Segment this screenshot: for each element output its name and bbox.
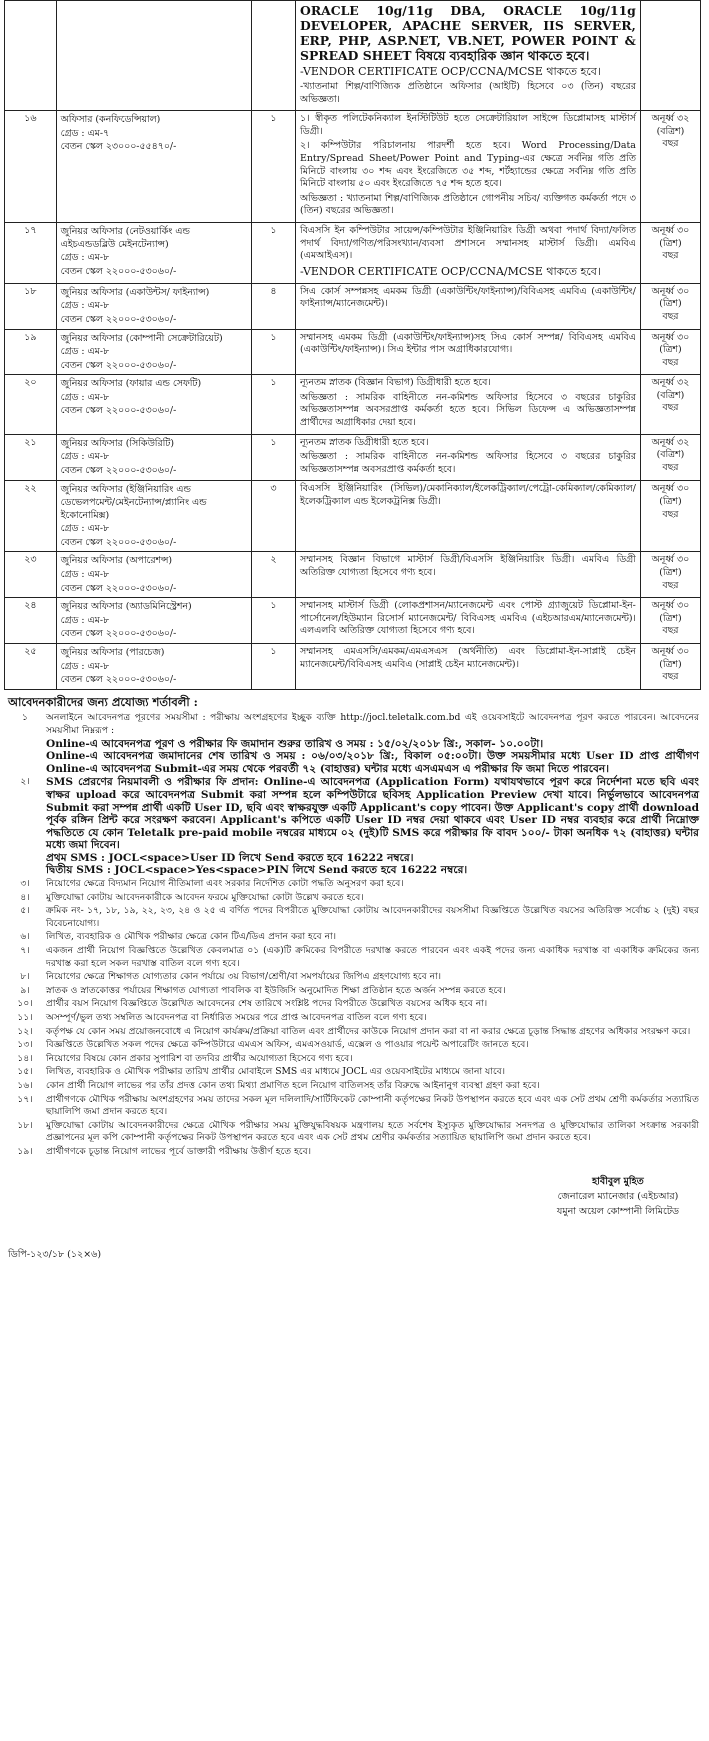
term-number: ৮। [20, 971, 30, 983]
age-limit-cell [640, 375, 700, 434]
vacancy-count-cell: ৪ [251, 283, 295, 329]
age-limit-cell [640, 481, 700, 552]
term-text [46, 931, 705, 944]
term-paragraph: বিজ্ঞপ্তিতে উল্লেখিত সকল পদের ক্ষেত্রে কম্পিউটারে এমএস অফিস, এমএসওয়ার্ড, এক্সেল ও পাওয়ার পয়েন্ট অপারেটিং জানতে হবে। [46, 1039, 529, 1051]
term-paragraph: নিয়োগের ক্ষেত্রে বিদ্যমান নিয়োগ নীতিমালা এবং সরকার নির্দেশিত কোটা পদ্ধতি অনুসরণ করা হবে। [46, 878, 404, 890]
qualification-text: সিএ কোর্স সম্পন্নসহ এমকম ডিগ্রী (একাউন্টিং/ফাইন্যান্স)/বিবিএসহ এমবিএ (একাউন্টিং/ফাইন্যান্স/ম্যানেজমেন্ট)। [300, 285, 636, 310]
age-limit-text: অনূর্ধ্ব ৩২ [651, 436, 690, 448]
post-title: জুনিয়র অফিসার (নেটওয়ার্কিং এন্ড এইচএন্ডডব্লিউ মেইনটেন্যান্স) [60, 225, 190, 250]
term-item [4, 1094, 705, 1119]
post-detail: গ্রেড : এম-৮ [60, 346, 110, 358]
term-text [46, 945, 705, 970]
term-item [4, 1039, 705, 1052]
post-title: জুনিয়র অফিসার (পারচেজ) [60, 646, 165, 658]
post-cell [56, 1, 251, 111]
qualification-text: ন্যূনতম স্নাতক (বিজ্ঞান বিভাগ) ডিগ্রীধারী হতে হবে। [300, 377, 491, 389]
term-item [4, 1066, 705, 1079]
term-paragraph: লিখিত, ব্যবহারিক ও মৌখিক পরীক্ষার তারিখ প্রার্থীর মোবাইলে SMS এর মাধ্যমে JOCL এর ওয়েবসাইটের মাধ্যমে জানা যাবে। [46, 1066, 506, 1078]
term-text [46, 878, 705, 891]
age-limit-text: বছর [662, 508, 679, 520]
age-limit-cell [640, 552, 700, 598]
qualification-text: অভিজ্ঞতা : সামরিক বাহিনীতে নন-কমিশন্ড অফিসার হিসেবে ৩ বছরের চাকুরির অভিজ্ঞতাসম্পন্ন অবসরপ্রাপ্ত কর্মকর্তা হতে হবে। সিভিল ডিফেন্স এ অভিজ্ঞতাসম্পন্ন প্রার্থীদের অগ্রাধিকার দেয়া হবে। [300, 391, 636, 429]
post-cell [56, 434, 251, 481]
footer [4, 1160, 705, 1270]
serial-cell: ২৫ [5, 643, 57, 689]
qualification-text: -VENDOR CERTIFICATE OCP/CCNA/MCSE থাকতে হবে। [300, 264, 601, 278]
term-number: ১৬। [17, 1079, 33, 1091]
term-paragraph: প্রার্থীর বয়স নিয়োগ বিজ্ঞপ্তিতে উল্লেখিত আবেদনের শেষ তারিখে সংশ্লিষ্ট পদের বিপরীতে উল্লেখিত বয়সের অধিক হবে না। [46, 998, 488, 1010]
age-limit-text: অনূর্ধ্ব ৩০ [651, 554, 690, 566]
table-row [5, 643, 701, 689]
serial-cell: ২৩ [5, 552, 57, 598]
age-limit-text: অনূর্ধ্ব ৩০ [651, 331, 690, 343]
terms-title: আবেদনকারীদের জন্য প্রযোজ্য শর্তাবলী : [8, 694, 198, 709]
age-limit-text: বছর [662, 310, 679, 322]
vacancy-count-cell: ৩ [251, 481, 295, 552]
term-paragraph: Online-এ আবেদনপত্র জমাদানের শেষ তারিখ ও সময় : ০৬/০৩/২০১৮ খ্রি:, বিকাল ০৫:০০টা। উক্ত সময়সীমার মধ্যে User ID প্রাপ্ত প্রার্থীগণ Online-এ আবেদনপত্র Submit-এর সময় থেকে পরবর্তী ৭২ (বাহাত্তর) ঘন্টার মধ্যে এসএমএস এ পরীক্ষার ফি জমা দিতে পারবেন। [46, 750, 699, 775]
term-paragraph: কর্তৃপক্ষ যে কোন সময় প্রয়োজনবোধে এ নিয়োগ কার্যক্রম/প্রক্রিয়া বাতিল এবং প্রার্থীদের কাউকে নিয়োগ প্রদান করা বা না করার ক্ষেত্রে চূড়ান্ত সিদ্ধান্ত গ্রহণের অধিকার সংরক্ষণ করে। [46, 1025, 691, 1037]
post-cell [56, 375, 251, 434]
term-item [4, 1026, 705, 1039]
term-text [46, 776, 705, 877]
table-row [5, 329, 701, 375]
ad-code: ডিপি-১২৩/১৮ (১২×৬) [8, 1248, 102, 1260]
post-title: জুনিয়র অফিসার (অ্যাডমিনিস্ট্রেশন) [60, 601, 192, 613]
vacancy-count-cell: ১ [251, 643, 295, 689]
table-row [5, 283, 701, 329]
term-item [4, 878, 705, 891]
qualification-cell [296, 643, 641, 689]
post-cell [56, 329, 251, 375]
qualification-cell [296, 598, 641, 644]
table-row [5, 552, 701, 598]
terms-list [4, 712, 705, 1158]
post-detail: গ্রেড : এম-৮ [60, 300, 110, 312]
serial-cell: ১৭ [5, 222, 57, 283]
qualification-text: সম্মানসহ মাস্টার্স ডিগ্রী (লোকপ্রশাসন/ম্যানেজমেন্ট এবং পোস্ট গ্র্যাজুয়েট ডিপ্লোমা-ইন-পার্সোনেল/হিউম্যান রিসোর্স ম্যানেজমেন্ট/ বিবিএসহ এমবিএ (এইচআরএম/ম্যানেজমেন্ট)। এলএলবি অতিরিক্ত যোগ্যতা হিসেবে গণ্য হবে। [300, 600, 636, 637]
table-row [5, 375, 701, 434]
serial-cell: ১৬ [5, 111, 57, 223]
age-limit-text: (ত্রিশ) [659, 344, 682, 356]
age-limit-text: (বত্রিশ) [656, 389, 685, 401]
term-text [46, 985, 705, 998]
post-detail: বেতন স্কেল ২২০০০-৫৩০৬০/- [60, 464, 177, 476]
qualification-text: অভিজ্ঞতা : সামরিক বাহিনীতে নন-কমিশন্ড অফিসার হিসেবে ৩ বছরের চাকুরির অভিজ্ঞতাসম্পন্ন অবসরপ্রাপ্ত কর্মকর্তা হবে। [300, 451, 636, 475]
post-detail: গ্রেড : এম-৮ [60, 569, 110, 580]
serial-cell: ১৮ [5, 283, 57, 329]
post-title: জুনিয়র অফিসার (ফায়ার এন্ড সেফটি) [60, 378, 202, 390]
age-limit-text: অনূর্ধ্ব ৩০ [651, 645, 690, 657]
term-number: ১৪। [17, 1052, 33, 1064]
term-text [46, 1094, 705, 1119]
table-row [5, 481, 701, 552]
qualification-text: বিএসসি ইন কম্পিউটার সায়েন্স/কম্পিউটার ইঞ্জিনিয়ারিং ডিগ্রী অথবা পদার্থ বিদ্যা/ফলিত পদার্থ বিদ্যা/গণিত/পরিসংখ্যান/ব্যবসা প্রশাসনে সম্মানসহ মাস্টার্স ডিগ্রী। এমবিএ (এমআইএস)। [300, 224, 636, 262]
vacancy-count-cell: ১ [251, 329, 295, 375]
age-limit-text: অনূর্ধ্ব ৩২ [651, 377, 690, 389]
age-limit-cell [640, 598, 700, 644]
age-limit-text: বছর [662, 138, 679, 150]
term-text [46, 1012, 705, 1025]
age-limit-text: (ত্রিশ) [659, 612, 682, 624]
qualification-text: -VENDOR CERTIFICATE OCP/CCNA/MCSE থাকতে হবে। [300, 65, 601, 78]
term-number: ৬। [20, 931, 30, 943]
qualification-text: -খ্যাতনামা শিল্প/বাণিজ্যিক প্রতিষ্ঠানে অফিসার (আইটি) হিসেবে ০৩ (তিন) বছরের অভিজ্ঞতা। [300, 81, 636, 105]
age-limit-text: বছর [662, 625, 679, 637]
table-row [5, 111, 701, 223]
post-cell [56, 481, 251, 552]
signatory-name: হাবীবুল মুহিত [592, 1175, 644, 1187]
term-number: ১৭। [17, 1093, 33, 1105]
advertisement-page [4, 0, 705, 1270]
post-detail: গ্রেড : এম-৮ [60, 523, 110, 535]
post-detail: বেতন স্কেল ২২০০০-৫৩০৬০/- [60, 359, 177, 371]
term-paragraph: কোন প্রার্থী নিয়োগ লাভের পর তাঁর প্রদত্ত কোন তথ্য মিথ্যা প্রমাণিত হলে নিয়োগ বাতিলসহ তাঁর বিরুদ্ধে আইনানুগ ব্যবস্থা গ্রহণ করা হবে। [46, 1079, 540, 1091]
term-text [46, 1066, 705, 1079]
term-paragraph: স্নাতক ও স্নাতকোত্তর পর্যায়ের শিক্ষাগত যোগ্যতা পাবলিক বা ইউজিসি অনুমোদিত শিক্ষা প্রতিষ্ঠান হতে অর্জন সম্পন্ন করতে হবে। [46, 984, 506, 996]
age-limit-text: বছর [662, 250, 679, 262]
qualification-text: সম্মানসহ এমএসসি/এমকম/এমএসএস (অর্থনীতি) এবং ডিপ্লোমা-ইন-সাপ্লাই চেইন ম্যানেজমেন্ট/বিবিএসহ এমবিএ (সাপ্লাই চেইন ম্যানেজমেন্ট)। [300, 645, 636, 670]
term-text [46, 1039, 705, 1052]
age-limit-text: (বত্রিশ) [656, 125, 685, 137]
age-limit-text: অনূর্ধ্ব ৩০ [651, 285, 690, 297]
post-detail: বেতন স্কেল ২২০০০-৫৩০৬০/- [60, 313, 177, 325]
term-item [4, 1146, 705, 1159]
post-title: জুনিয়র অফিসার (অপারেশন্স) [60, 555, 173, 567]
qualification-cell [296, 1, 641, 111]
term-paragraph: লিখিত, ব্যবহারিক ও মৌখিক পরীক্ষার ক্ষেত্রে কোন টিএ/ডিএ প্রদান করা হবে না। [46, 931, 337, 943]
term-item [4, 998, 705, 1011]
terms-section [4, 696, 705, 1159]
post-title: জুনিয়র অফিসার (কোম্পানী সেক্রেটারিয়েট) [60, 332, 223, 344]
table-row [5, 598, 701, 644]
term-item [4, 905, 705, 930]
qualification-text: ন্যূনতম স্নাতক ডিগ্রীধারী হতে হবে। [300, 436, 429, 448]
term-number: ৭। [20, 945, 30, 957]
qualification-cell [296, 434, 641, 481]
vacancy-count-cell [251, 1, 295, 111]
age-limit-cell [640, 434, 700, 481]
age-limit-text: অনূর্ধ্ব ৩০ [651, 483, 690, 495]
age-limit-cell [640, 283, 700, 329]
qualification-text: ১। স্বীকৃত পলিটেকনিক্যাল ইনস্টিটিউট হতে সেক্রেটারিয়াল সাইন্সে ডিপ্লোমাসহ মাস্টার্স ডিগ্রী। [300, 113, 636, 137]
age-limit-cell [640, 643, 700, 689]
age-limit-text: (ত্রিশ) [659, 237, 682, 249]
serial-cell: ২০ [5, 375, 57, 434]
post-title: অফিসার (কনফিডেন্সিয়াল) [60, 114, 161, 126]
qualification-text: ORACLE 10g/11g DBA, ORACLE 10g/11g DEVELOPER, APACHE SERVER, IIS SERVER, ERP, PHP, ASP.NET, VB.NET, POWER POINT & SPREAD SHEET বিষয়ে ব্যবহারিক জ্ঞান থাকতে হবে। [300, 3, 636, 63]
post-cell [56, 111, 251, 223]
post-detail: বেতন স্কেল ২২০০০-৫৩০৬০/- [60, 628, 177, 640]
post-detail: বেতন স্কেল ২২০০০-৫৩০৬০/- [60, 674, 177, 686]
term-item [4, 1080, 705, 1093]
term-text [46, 1120, 705, 1145]
term-paragraph: মুক্তিযোদ্ধা কোটায় আবেদনকারীকে আবেদন ফরমে মুক্তিযোদ্ধা কোটা উল্লেখ করতে হবে। [46, 891, 364, 903]
serial-cell: ২৪ [5, 598, 57, 644]
qualification-cell [296, 552, 641, 598]
term-paragraph: SMS প্রেরণের নিয়মাবলী ও পরীক্ষার ফি প্রদান: Online-এ আবেদনপত্র (Application Form) যথাযথভাবে পূরণ করে নির্দেশনা মতে ছবি এবং স্বাক্ষর upload করে আবেদনপত্র Submit করা সম্পন্ন হলে কম্পিউটারে ছবিসহ Application Preview দেখা যাবে। নির্ভুলভাবে আবেদনপত্র Submit করা সম্পন্ন প্রার্থী একটি User ID, ছবি এবং স্বাক্ষরযুক্ত একটি Applicant's copy পাবেন। উক্ত Applicant's copy প্রার্থী download পূর্বক রঙ্গিন প্রিন্ট করে সংরক্ষণ করবেন। Applicant's কপিতে একটি User ID নম্বর দেয়া থাকবে এবং User ID নম্বর ব্যবহার করে প্রার্থী নিম্নোক্ত পদ্ধতিতে যে কোন Teletalk pre-paid mobile নম্বরের মাধ্যমে ০২ (দুই)টি SMS করে পরীক্ষার ফি বাবদ ১০০/- টাকা অনধিক ৭২ (বাহাত্তর) ঘন্টার মধ্যে জমা দিবেন। [46, 776, 699, 852]
post-detail: গ্রেড : এম-৮ [60, 451, 110, 463]
term-text [46, 1026, 705, 1039]
age-limit-text: বছর [662, 461, 679, 473]
term-text [46, 998, 705, 1011]
serial-cell: ২১ [5, 434, 57, 481]
post-title: জুনিয়র অফিসার (ইঞ্জিনিয়ারিং এন্ড ডেভেলপমেন্ট/মেইনটেন্যান্স/প্ল্যানিং এন্ড ইকোনোমিক্স) [60, 484, 207, 521]
term-item [4, 945, 705, 970]
serial-cell: ১৯ [5, 329, 57, 375]
age-limit-text: অনূর্ধ্ব ৩০ [651, 224, 690, 236]
qualification-cell [296, 481, 641, 552]
post-detail: বেতন স্কেল ২৩০০০-৫৫৪৭০/- [60, 141, 177, 153]
term-text [46, 892, 705, 905]
age-limit-text: বছর [662, 356, 679, 368]
post-title: জুনিয়র অফিসার (সিকিউরিটি) [60, 437, 175, 449]
post-detail: গ্রেড : এম-৮ [60, 660, 110, 672]
term-paragraph: প্রার্থীগণকে চূড়ান্ত নিয়োগ লাভের পূর্বে ডাক্তারী পরীক্ষায় উত্তীর্ণ হতে হবে। [46, 1145, 312, 1157]
term-number: ১০। [17, 998, 33, 1010]
table-row [5, 1, 701, 111]
term-item [4, 712, 705, 775]
post-cell [56, 283, 251, 329]
term-paragraph: দ্বিতীয় SMS : JOCL<space>Yes<space>PIN লিখে Send করতে হবে 16222 নম্বরে। [46, 864, 468, 877]
term-text [46, 1080, 705, 1093]
term-number: ১৫। [17, 1066, 33, 1078]
term-paragraph: প্রথম SMS : JOCL<space>User ID লিখে Send করতে হবে 16222 নম্বরে। [46, 851, 414, 864]
company-name: যমুনা অয়েল কোম্পানী লিমিটেড [556, 1205, 679, 1217]
term-number: ৫। [20, 905, 30, 917]
qualification-cell [296, 329, 641, 375]
age-limit-text: বছর [662, 579, 679, 591]
term-number: ৩। [20, 878, 30, 890]
post-detail: বেতন স্কেল ২২০০০-৫৩০৬০/- [60, 536, 177, 548]
qualification-cell [296, 375, 641, 434]
post-cell [56, 552, 251, 598]
age-limit-cell [640, 222, 700, 283]
serial-cell: ২২ [5, 481, 57, 552]
qualification-text: সম্মানসহ এমকম ডিগ্রী (একাউন্টিং/ফাইন্যান্স)সহ সিএ কোর্স সম্পন্ন/ বিবিএসহ এমবিএ (একাউন্টিং/ফাইন্যান্স)। সিএ ইন্টার পাস অগ্রাধিকারযোগ্য। [300, 331, 636, 356]
age-limit-cell [640, 329, 700, 375]
signatory-designation: জেনারেল ম্যানেজার (এইচআর) [557, 1190, 679, 1202]
post-detail: বেতন স্কেল ২২০০০-৫৩০৬০/- [60, 265, 177, 277]
term-text [46, 712, 705, 775]
post-detail: গ্রেড : এম-৮ [60, 614, 110, 626]
qualification-cell [296, 111, 641, 223]
term-item [4, 1053, 705, 1066]
vacancy-count-cell: ২ [251, 552, 295, 598]
vacancy-count-cell: ১ [251, 111, 295, 223]
term-paragraph: অনলাইনে আবেদনপত্র পূরণের সময়সীমা : পরীক্ষায় অংশগ্রহণের ইচ্ছুক ব্যক্তি http://jocl.teletalk.com.bd এই ওয়েবসাইটে আবেদনপত্র পূরণ করতে পারবেন। আবেদনের সময়সীমা নিম্নরূপ : [46, 712, 699, 736]
term-paragraph: Online-এ আবেদনপত্র পূরণ ও পরীক্ষার ফি জমাদান শুরুর তারিখ ও সময় : ১৫/০২/২০১৮ খ্রি:, সকাল- ১০.০০টা। [46, 737, 544, 750]
term-item [4, 892, 705, 905]
term-paragraph: অসম্পূর্ণ/ভুল তথ্য সম্বলিত আবেদনপত্র বা নির্ধারিত সময়ের পরে প্রাপ্ত আবেদনপত্র বাতিল বলে গণ্য হবে। [46, 1012, 427, 1023]
term-item [4, 1120, 705, 1145]
qualification-text: ২। কম্পিউটার পরিচালনায় পারদর্শী হতে হবে। Word Processing/Data Entry/Spread Sheet/Power Point and Typing-এর ক্ষেত্রে সর্বনিম্ন গতি প্রতি মিনিটে বাংলায় ৩০ শব্দ এবং ইংরেজিতে ৩৫ শব্দ, শর্টহ্যান্ডের ক্ষেত্রে সর্বনিম্ন গতি প্রতি মিনিটে বাংলায় ৫০ এবং ইংরেজিতে ৭৫ শব্দ হতে হবে। [300, 140, 636, 190]
term-paragraph: নিয়োগের ক্ষেত্রে শিক্ষাগত যোগ্যতার কোন পর্যায়ে ৩য় বিভাগ/শ্রেণী/বা সমপর্যায়ের জিপিএ গ্রহণযোগ্য হবে না। [46, 971, 442, 983]
term-number: ১১। [17, 1012, 33, 1023]
age-limit-text: (ত্রিশ) [659, 496, 682, 508]
qualification-text: সম্মানসহ বিজ্ঞান বিভাগে মাস্টার্স ডিগ্রী/বিএসসি ইঞ্জিনিয়ারিং ডিগ্রী। এমবিএ ডিগ্রী অতিরিক্ত যোগ্যতা হিসেবে গণ্য হবে। [300, 554, 636, 578]
vacancy-count-cell: ১ [251, 222, 295, 283]
post-cell [56, 643, 251, 689]
age-limit-text: বছর [662, 671, 679, 683]
term-number: ৯। [20, 984, 30, 996]
term-item [4, 985, 705, 998]
post-detail: গ্রেড : এম-৭ [60, 127, 110, 139]
post-title: জুনিয়র অফিসার (একাউন্টস/ ফাইন্যান্স) [60, 286, 210, 298]
post-detail: বেতন স্কেল ২২০০০-৫৩০৬০/- [60, 405, 177, 417]
age-limit-text: অনূর্ধ্ব ৩২ [651, 113, 690, 125]
age-limit-cell [640, 1, 700, 111]
vacancy-count-cell: ১ [251, 375, 295, 434]
term-paragraph: প্রার্থীগণকে মৌখিক পরীক্ষায় অংশগ্রহণের সময় তাদের সকল মূল দলিলাদি/সার্টিফিকেট কোম্পানী কর্তৃপক্ষের নিকট উপস্থাপন করতে হবে এবং এক সেট প্রথম শ্রেণী কর্মকর্তার সত্যায়িত ছায়ালিপি জমা প্রদান করতে হবে। [46, 1093, 699, 1118]
term-text [46, 905, 705, 930]
age-limit-text: বছর [662, 402, 679, 414]
post-cell [56, 222, 251, 283]
vacancy-count-cell: ১ [251, 598, 295, 644]
age-limit-text: (ত্রিশ) [659, 567, 682, 578]
age-limit-cell [640, 111, 700, 223]
job-table [4, 0, 701, 690]
term-paragraph: নিয়োগের বিষয়ে কোন প্রকার সুপারিশ বা তদবির প্রার্থীর অযোগ্যতা হিসেবে গণ্য হবে। [46, 1052, 353, 1064]
age-limit-text: (বত্রিশ) [656, 449, 685, 461]
signature-block [557, 1174, 679, 1219]
age-limit-text: অনূর্ধ্ব ৩০ [651, 600, 690, 612]
term-paragraph: একজন প্রার্থী নিয়োগ বিজ্ঞপ্তিতে উল্লেখিত কেবলমাত্র ০১ (এক)টি ক্রমিকের বিপরীতে দরখাস্ত করতে পারবেন এবং একই পদের জন্য একাধিক দরখাস্ত বা একাধিক ক্রমিকের জন্য দরখাস্ত করা হলে সকল দরখাস্ত বাতিল বলে গণ্য হবে। [46, 945, 699, 969]
qualification-text: অভিজ্ঞতা : খ্যাতনামা শিল্প/বাণিজ্যিক প্রতিষ্ঠানে গোপনীয় সচিব/ ব্যক্তিগত কর্মকর্তা পদে ৩ (তিন) বছরের অভিজ্ঞতা। [300, 192, 636, 217]
post-cell [56, 598, 251, 644]
term-number: ৪। [20, 891, 30, 903]
post-detail: গ্রেড : এম-৮ [60, 391, 110, 403]
term-paragraph: ক্রমিক নং- ১৭, ১৮, ১৯, ২২, ২৩, ২৪ ও ২৫ এ বর্ণিত পদের বিপরীতে মুক্তিযোদ্ধা কোটায় আবেদনকারীদের বয়সসীমা বিজ্ঞপ্তিতে উল্লেখিত বয়সের অতিরিক্ত সর্বোচ্চ ২ (দুই) বছর বিবেচনাযোগ্য। [46, 905, 699, 929]
age-limit-text: (ত্রিশ) [659, 298, 682, 310]
age-limit-text: (ত্রিশ) [659, 658, 682, 670]
term-item [4, 1012, 705, 1025]
term-number: ১২। [17, 1025, 33, 1037]
table-row [5, 434, 701, 481]
qualification-cell [296, 222, 641, 283]
vacancy-count-cell: ১ [251, 434, 295, 481]
term-text [46, 1146, 705, 1159]
qualification-cell [296, 283, 641, 329]
term-item [4, 776, 705, 877]
term-number: ১৯। [17, 1145, 33, 1157]
table-row [5, 222, 701, 283]
term-number: ১ [22, 712, 28, 724]
term-number: ১৩। [17, 1039, 33, 1051]
term-item [4, 971, 705, 984]
term-paragraph: মুক্তিযোদ্ধা কোটায় আবেদনকারীদের ক্ষেত্রে মৌখিক পরীক্ষার সময় মুক্তিযুদ্ধবিষয়ক মন্ত্রণালয় হতে সর্বশেষ ইস্যুকৃত মুক্তিযোদ্ধার সনদপত্র ও মুক্তিযোদ্ধার তালিকা সংক্রান্ত সরকারী প্রজ্ঞাপনের মূল কপি কোম্পানী কর্তৃপক্ষের নিকট উপস্থাপন করতে হবে এবং এক সেট প্রথম শ্রেণীর কর্মকর্তার সত্যায়িত ছায়ালিপি জমা প্রদান করতে হবে। [46, 1119, 699, 1144]
qualification-text: বিএসসি ইঞ্জিনিয়ারিং (সিভিল)/মেকানিক্যাল/ইলেকট্রিক্যাল/পেট্রো-কেমিক্যাল/কেমিক্যাল/ইলেকট্রিক্যাল এন্ড ইলেকট্রনিক্স ডিগ্রী। [300, 483, 636, 508]
serial-cell [5, 1, 57, 111]
term-text [46, 971, 705, 984]
post-detail: বেতন স্কেল ২২০০০-৫৩০৬০/- [60, 582, 177, 594]
term-number: ১৮। [17, 1119, 33, 1131]
post-detail: গ্রেড : এম-৮ [60, 252, 110, 264]
term-text [46, 1053, 705, 1066]
term-number: ২। [20, 776, 30, 788]
term-item [4, 931, 705, 944]
